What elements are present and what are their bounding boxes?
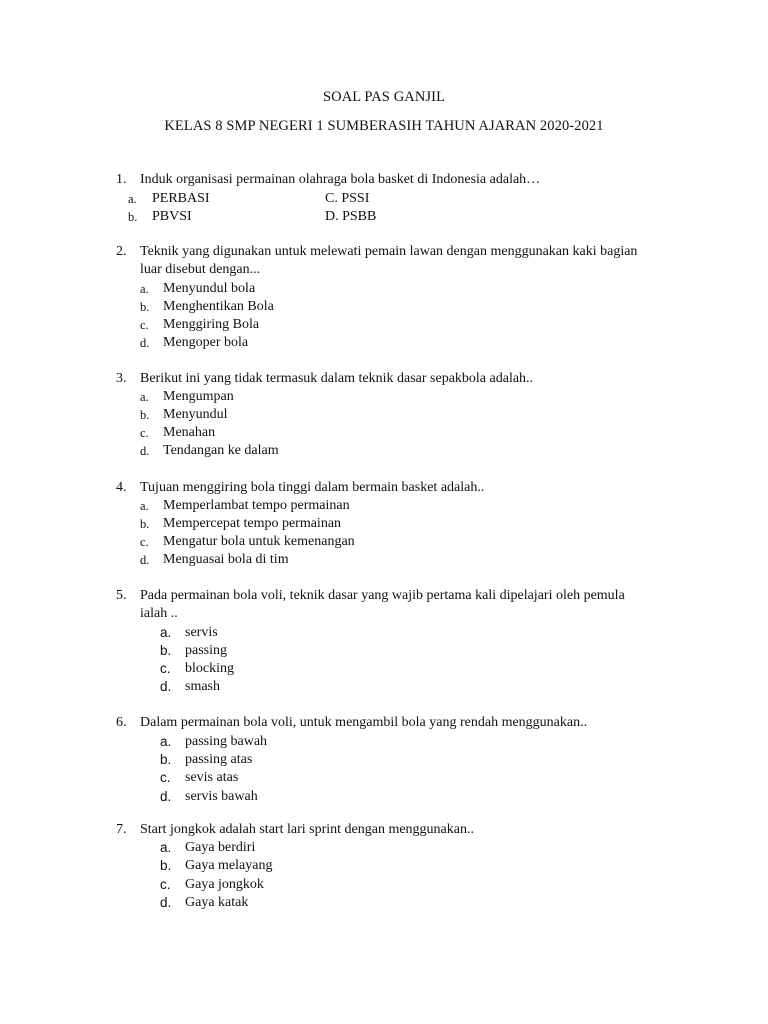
option-text: C. PSSI [325, 191, 370, 206]
option-letter: d. [160, 895, 172, 910]
option-text: Menguasai bola di tim [163, 552, 289, 567]
option-text: blocking [185, 661, 234, 676]
option-text: Tendangan ke dalam [163, 443, 279, 458]
option-text: Menyundul [163, 407, 228, 422]
option-text: sevis atas [185, 770, 239, 785]
option-text: passing [185, 643, 227, 658]
question-text: Berikut ini yang tidak termasuk dalam teknik dasar sepakbola adalah.. [140, 371, 534, 386]
option-text: smash [185, 679, 220, 694]
option-letter: d. [160, 789, 172, 804]
option-text: Mempercepat tempo permainan [163, 516, 342, 531]
option-text: Gaya katak [185, 895, 249, 910]
option-text: PBVSI [152, 209, 192, 224]
option-text: Mengumpan [163, 389, 234, 404]
question-number: 5. [116, 588, 127, 603]
option-letter: a. [160, 840, 172, 855]
option-letter: b. [140, 300, 150, 314]
option-text: Menggiring Bola [163, 317, 260, 332]
option-text: Gaya jongkok [185, 877, 264, 892]
question-text: Induk organisasi permainan olahraga bola basket di Indonesia adalah… [140, 172, 541, 187]
page-subtitle: KELAS 8 SMP NEGERI 1 SUMBERASIH TAHUN AJARAN 2020-2021 [164, 118, 604, 134]
option-text: servis bawah [185, 789, 258, 804]
option-letter: c. [160, 877, 171, 892]
option-text: Menyundul bola [163, 281, 256, 296]
question-number: 4. [116, 480, 127, 495]
option-letter: d. [140, 444, 150, 458]
option-text: Mengoper bola [163, 335, 249, 350]
option-text: Menghentikan Bola [163, 299, 274, 314]
question-number: 7. [116, 822, 127, 837]
option-letter: c. [140, 318, 149, 332]
question-number: 2. [116, 244, 127, 259]
option-text: Gaya melayang [185, 858, 273, 873]
option-letter: a. [128, 192, 137, 206]
option-letter: b. [128, 210, 138, 224]
option-letter: a. [140, 282, 149, 296]
option-text: Gaya berdiri [185, 840, 256, 855]
option-letter: c. [160, 661, 171, 676]
option-letter: c. [140, 426, 149, 440]
option-text: Memperlambat tempo permainan [163, 498, 350, 513]
option-letter: a. [140, 390, 149, 404]
question-text: Pada permainan bola voli, teknik dasar yang wajib pertama kali dipelajari oleh pemula ialah .. [140, 588, 625, 621]
option-letter: b. [160, 752, 172, 767]
option-letter: b. [140, 408, 150, 422]
option-letter: b. [160, 858, 172, 873]
option-text: Menahan [163, 425, 216, 440]
option-letter: c. [140, 535, 149, 549]
question-text: Dalam permainan bola voli, untuk mengambil bola yang rendah menggunakan.. [140, 715, 588, 730]
option-letter: b. [160, 643, 172, 658]
option-letter: b. [140, 517, 150, 531]
question-number: 1. [116, 172, 127, 187]
option-letter: a. [160, 625, 172, 640]
option-text: D. PSBB [325, 209, 377, 224]
option-text: Mengatur bola untuk kemenangan [163, 534, 355, 549]
option-text: passing atas [185, 752, 253, 767]
option-text: passing bawah [185, 734, 268, 749]
page-title: SOAL PAS GANJIL [322, 89, 446, 105]
question-text: Tujuan menggiring bola tinggi dalam bermain basket adalah.. [140, 480, 485, 495]
question-number: 6. [116, 715, 127, 730]
option-letter: c. [160, 770, 171, 785]
option-letter: a. [160, 734, 172, 749]
option-text: PERBASI [152, 191, 210, 206]
option-text: servis [185, 625, 218, 640]
option-letter: a. [140, 499, 149, 513]
question-text: Teknik yang digunakan untuk melewati pemain lawan dengan menggunakan kaki bagian luar disebut dengan... [140, 244, 638, 277]
question-text: Start jongkok adalah start lari sprint dengan menggunakan.. [140, 822, 474, 837]
option-letter: d. [140, 336, 150, 350]
option-letter: d. [140, 553, 150, 567]
question-number: 3. [116, 371, 127, 386]
option-letter: d. [160, 679, 172, 694]
